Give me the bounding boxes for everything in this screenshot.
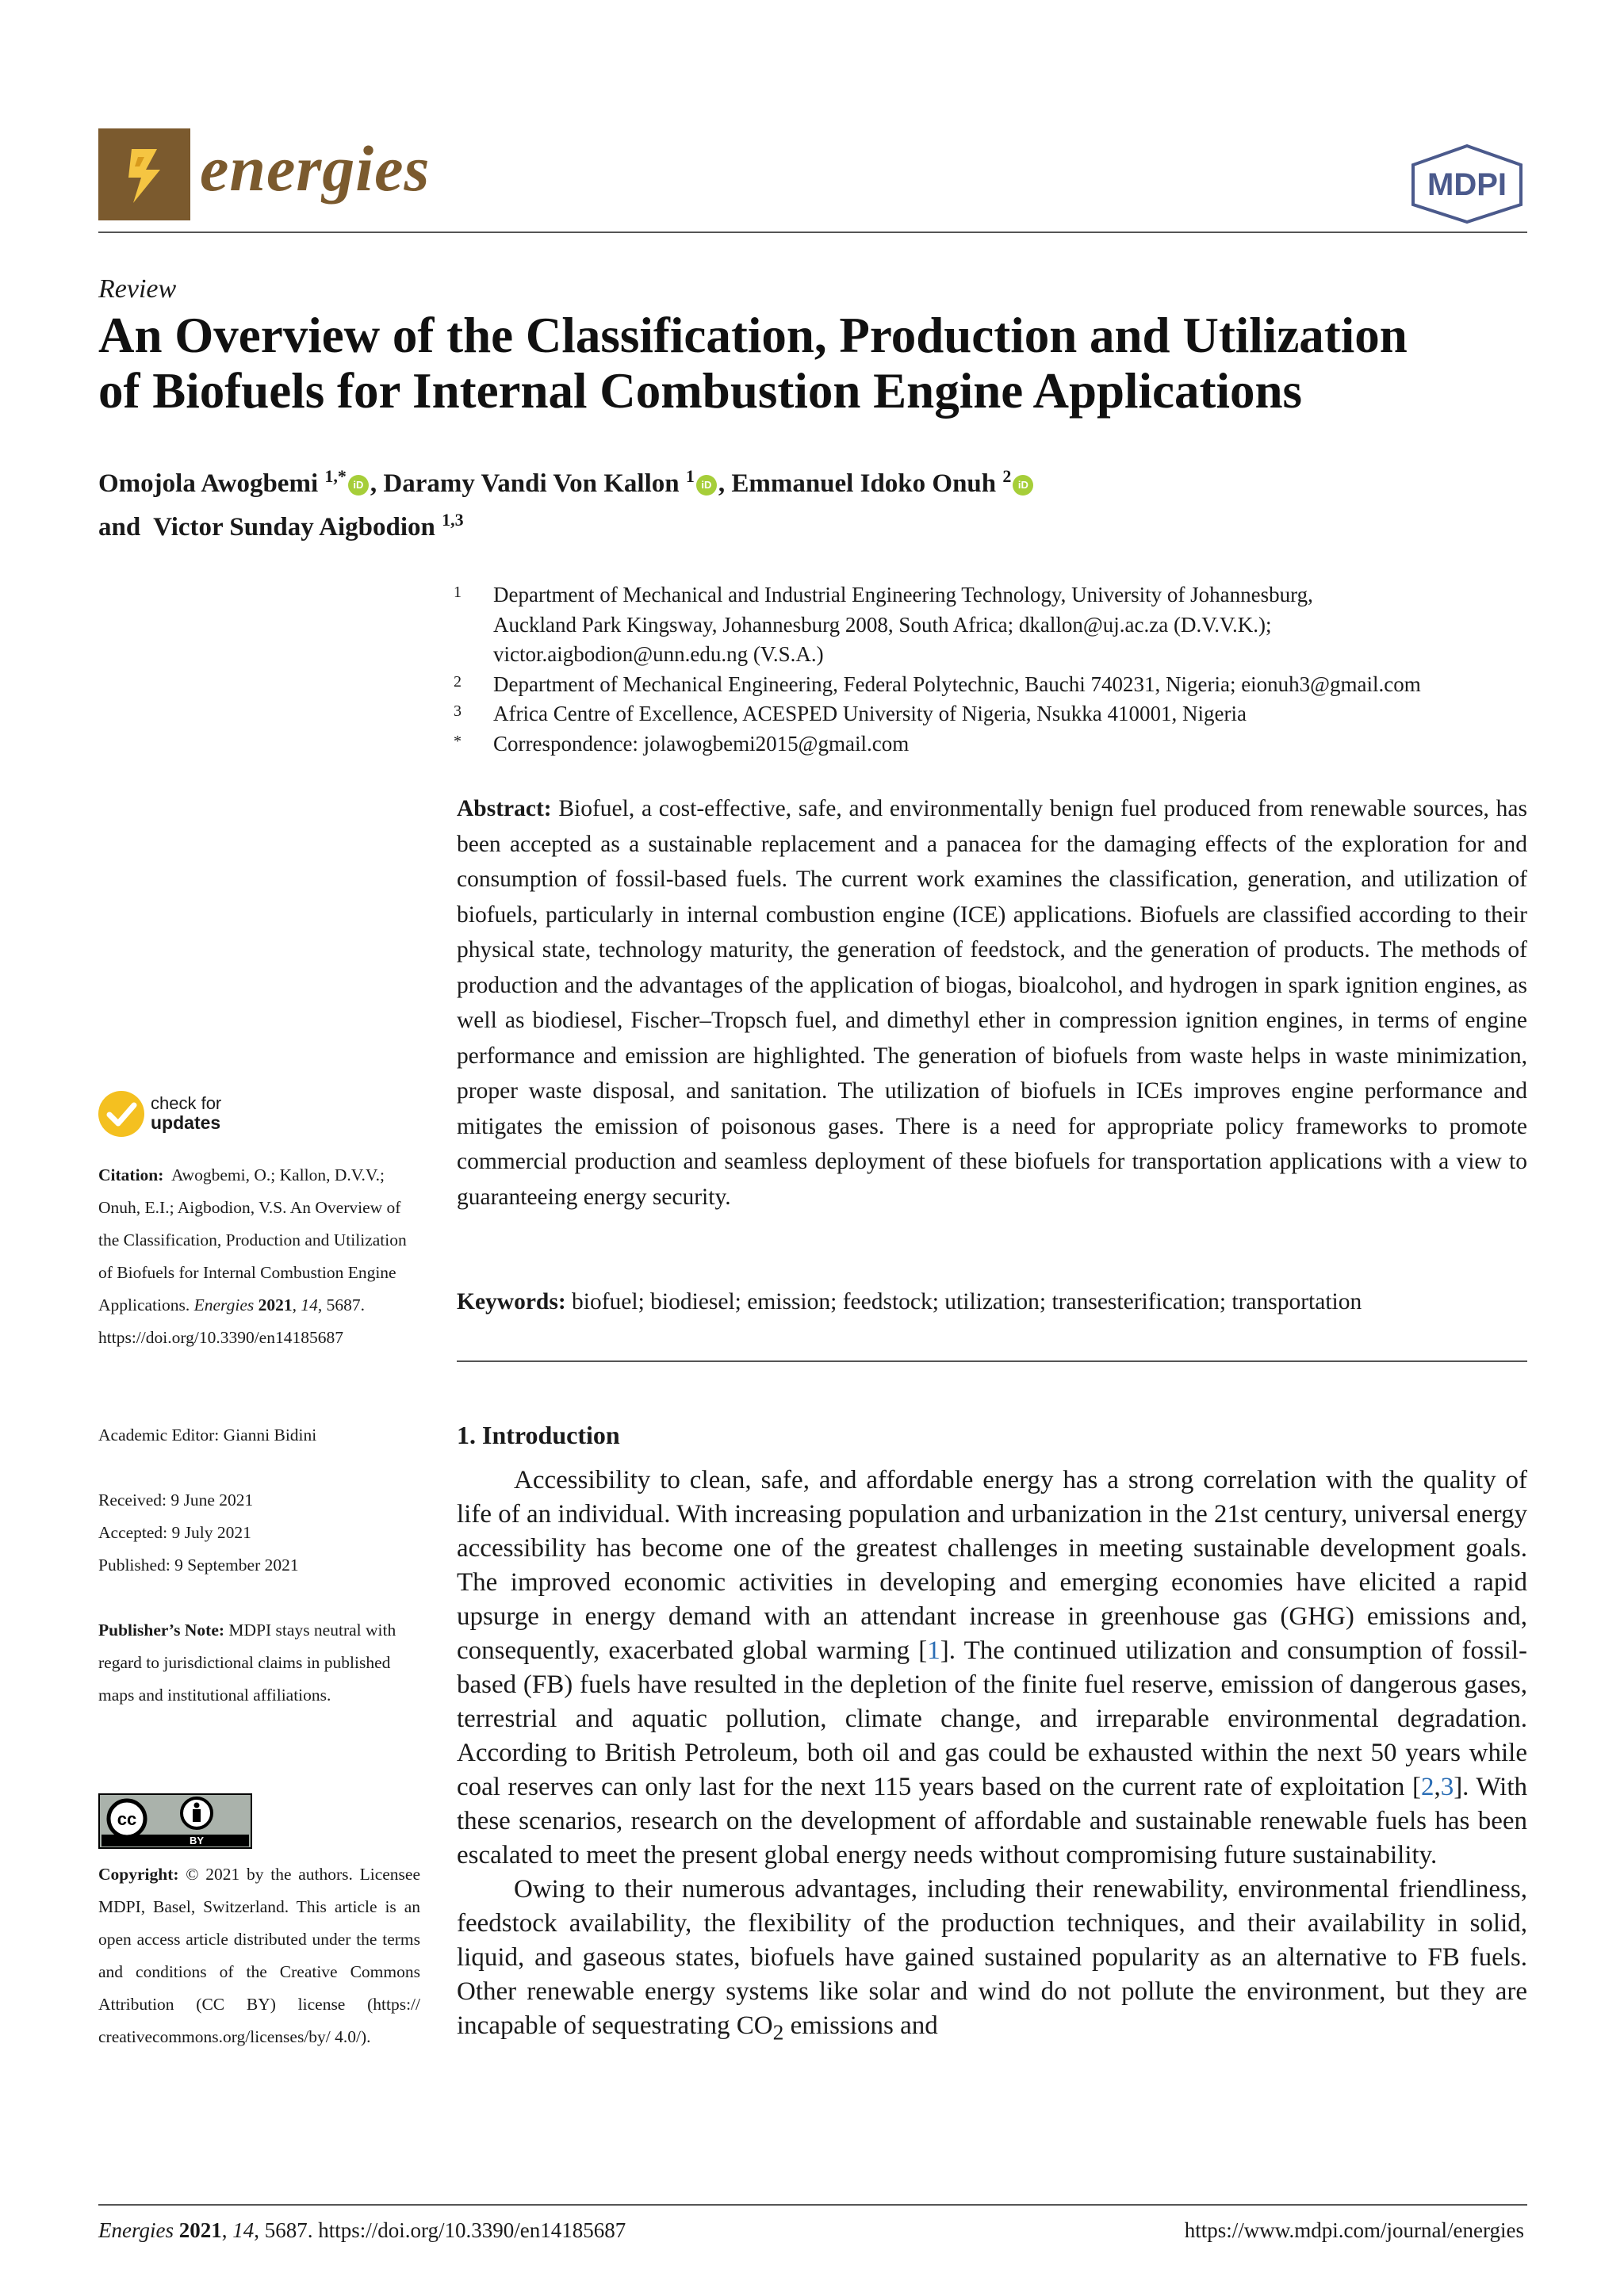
publisher-note [98,1614,423,1712]
citation-journal: Energies [193,1295,255,1314]
orcid-icon[interactable]: iD [1013,475,1033,496]
citation-link[interactable]: 2 [1420,1773,1434,1801]
footer-year: 2021 [178,2218,222,2242]
keywords [457,1284,1527,1319]
footer-doi[interactable]: , 5687. https://doi.org/10.3390/en14185687 [254,2218,626,2242]
check-for-updates-label[interactable] [151,1094,221,1133]
abstract-label: Abstract: [457,796,552,821]
publisher-note-text: MDPI stays neutral with regard to jurisdictional claims in published maps and institutional affiliations. [98,1621,396,1705]
correspondence-text: Correspondence: jolawogbemi2015@gmail.com [493,731,910,756]
journal-logo-icon [98,128,190,220]
author-affil-mark: 1 [685,466,695,486]
affiliation-line: victor.aigbodion@unn.edu.ng (V.S.A.) [493,642,824,666]
cc-label: cc [117,1809,137,1829]
footer-citation: Energies 2021, 14, 5687. https://doi.org/10.3390/en14185687 [98,2218,626,2242]
affiliation-mark: * [454,732,462,750]
article-title [98,308,1542,419]
author-joiner: and [98,513,141,541]
check-line-1: check for [151,1093,222,1113]
author-affil-mark: 1,* [324,466,347,486]
article-type: Review [98,274,177,304]
publisher-note-label: Publisher’s Note: [98,1621,225,1640]
author-affil-mark: 2 [1002,466,1012,486]
paragraph [457,1873,1527,2049]
paragraph-text: Owing to their numerous advantages, including their renewability, environmental friendliness, feedstock availability, the flexibility of the production techniques, and their availability in solid, liquid, and gaseous states, biofuels have gained sustained popularity as an alternative to FB fuels. Other renewable energy systems like solar and wind do not pollute the environment, but they are incapable of sequestrating CO [457,1875,1527,2040]
affiliation-mark: 2 [454,672,462,691]
citation-volume: 14 [301,1295,318,1314]
author-name[interactable]: Emmanuel Idoko Onuh [731,469,997,498]
paragraph-text: , [1434,1773,1441,1801]
published-date: Published: 9 September 2021 [98,1556,299,1575]
author-affil-mark: 1,3 [442,510,464,530]
orcid-icon[interactable]: iD [348,475,369,496]
cc-by-label: BY [189,1835,205,1846]
footer-journal-url[interactable]: https://www.mdpi.com/journal/energies [1184,2218,1524,2242]
author-name[interactable]: Victor Sunday Aigbodion [153,513,435,541]
received-date: Received: 9 June 2021 [98,1490,254,1510]
copyright-label: Copyright: [98,1865,179,1884]
affiliation-line: Department of Mechanical and Industrial Engineering Technology, University of Johannesburg, [493,583,1313,607]
author-list: Omojola Awogbemi $^{1,*}$ iD , Daramy Vandi Von Kallon $^1$ iD , Emmanuel Idoko Onuh $^2$ iD and Victor Sunday Aigbodion $^{1,3}$ [98,458,1526,545]
accepted-date: Accepted: 9 July 2021 [98,1523,251,1542]
copyright-text: © 2021 by the authors. Licensee MDPI, Basel, Switzerland. This article is an open access article distributed under the terms and conditions of the Creative Commons Attribution (CC BY) license (https:// creativecommons.org/licenses/by/ 4.0/). [98,1865,420,2046]
citation-year: 2021 [258,1295,293,1314]
affiliation-item [454,670,1540,700]
affiliation-text: Department of Mechanical Engineering, Federal Polytechnic, Bauchi 740231, Nigeria; eionuh3@gmail.com [493,672,1421,696]
subscript: 2 [772,2019,784,2045]
paragraph-text: ]. The continued utilization and consumption of fossil-based (FB) fuels have resulted in the depletion of the finite fuel reserve, emission of dangerous gases, terrestrial and aquatic pollution, climate change, and irreparable environmental degradation. According to British Petroleum, both oil and gas could be exhausted within the next 50 years while coal reserves can only last for the next 115 years based on the current rate of exploitation [ [457,1636,1527,1801]
header-divider [98,232,1527,233]
dates-block [98,1484,423,1582]
affiliation-item [454,580,1540,670]
cc-by-license-icon[interactable] [98,1793,252,1849]
paragraph-text: Accessibility to clean, safe, and affordable energy has a strong correlation with the quality of life of an individual. With increasing population and urbanization in the 21st century, universal energy accessibility has become one of the greatest challenges in meeting sustainable development goals. The improved economic activities in developing and emerging economies have elicited a rapid upsurge in energy demand with an attendant increase in greenhouse gas (GHG) emissions and, consequently, exacerbated global warming [ [457,1466,1527,1665]
affiliation-item [454,729,1540,760]
introduction-body [457,1464,1527,2049]
publisher-name: MDPI [1427,167,1507,202]
citation-link[interactable]: 3 [1440,1773,1454,1801]
check-line-2: updates [151,1112,221,1133]
citation-block: Citation: Awogbemi, O.; Kallon, D.V.V.; Onuh, E.I.; Aigbodion, V.S. An Overview of the Classification, Production and Utilization of Biofuels for Internal Combustion Engine Applications. Energies 2021, 14, 5687. https://doi.org/10.3390/en14185687 [98,1165,407,1347]
citation-link[interactable]: 1 [927,1636,940,1665]
affiliation-mark: 3 [454,702,462,720]
author-name[interactable]: Omojola Awogbemi [98,469,319,498]
abstract-text: Biofuel, a cost-effective, safe, and environmentally benign fuel produced from renewable sources, has been accepted as a sustainable replacement and a panacea for the damaging effects of the exploration for and consumption of fossil-based fuels. The current work examines the classification, generation, and utilization of biofuels, particularly in internal combustion engine (ICE) applications. Biofuels are classified according to their physical state, technology maturity, the generation of feedstock, and the generation of products. The methods of production and the advantages of the application of biogas, bioalcohol, and hydrogen in spark ignition engines, as well as biodiesel, Fischer–Tropsch fuel, and dimethyl ether in compression ignition engines, in terms of engine performance and emission are highlighted. The generation of biofuels from waste helps in waste minimization, proper waste disposal, and sanitation. The utilization of biofuels in ICEs improves engine performance and mitigates the emission of poisonous gases. There is a need for appropriate policy frameworks to promote commercial production and seamless deployment of these biofuels for transportation applications with a view to guaranteeing energy security. [457,796,1527,1210]
journal-name: energies [200,132,431,205]
keywords-text: biofuel; biodiesel; emission; feedstock; utilization; transesterification; transportation [572,1289,1362,1314]
paragraph [457,1464,1527,1873]
affiliation-text [493,580,1540,670]
check-for-updates-icon[interactable] [97,1089,146,1138]
footer-volume: 14 [232,2218,255,2242]
affiliation-line: Auckland Park Kingsway, Johannesburg 2008, South Africa; dkallon@uj.ac.za (D.V.V.K.); [493,612,1272,637]
affiliation-item [454,699,1540,729]
abstract-divider [457,1360,1527,1362]
affiliation-mark: 1 [454,584,462,601]
affiliation-text: Africa Centre of Excellence, ACESPED University of Nigeria, Nsukka 410001, Nigeria [493,702,1247,725]
citation-text: Awogbemi, O.; Kallon, D.V.V.; Onuh, E.I.; Aigbodion, V.S. An Overview of the Classification, Production and Utilization of Biofuels for Internal Combustion Engine Applications. [98,1165,407,1314]
section-heading: 1. Introduction [457,1421,620,1449]
abstract [457,791,1527,1215]
copyright-block [98,1858,420,2053]
footer-journal: Energies [98,2218,174,2242]
author-name[interactable]: Daramy Vandi Von Kallon [383,469,680,498]
citation-label: Citation: [98,1165,164,1184]
citation-doi[interactable]: , 5687. https://doi.org/10.3390/en14185687 [98,1295,366,1347]
keywords-label: Keywords: [457,1289,566,1314]
paragraph-text: ]. With these scenarios, research on the development of affordable and sustainable renewable fuels has been escalated to meet the present global energy needs without compromising future sustainability. [457,1773,1527,1869]
mdpi-logo-icon [1404,143,1530,225]
footer-divider [98,2204,1527,2206]
title-line-2: of Biofuels for Internal Combustion Engine Applications [98,363,1303,419]
academic-editor: Academic Editor: Gianni Bidini [98,1425,317,1445]
title-line-1: An Overview of the Classification, Production and Utilization [98,308,1408,363]
orcid-icon[interactable]: iD [696,475,717,496]
paragraph-text: emissions and [783,2011,938,2040]
affiliation-list [454,580,1540,759]
